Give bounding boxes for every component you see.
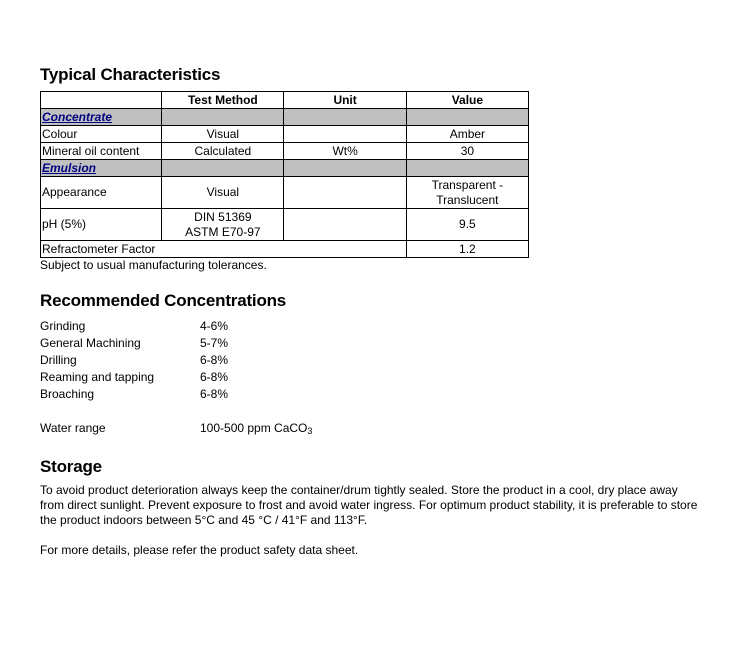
application-label: Broaching xyxy=(40,387,95,401)
method-line: DIN 51369 xyxy=(194,209,252,224)
value: Amber xyxy=(406,126,528,143)
unit: Wt% xyxy=(284,143,406,160)
table-row xyxy=(41,126,529,143)
value-line: Translucent xyxy=(436,192,499,207)
value-line: Transparent - xyxy=(431,177,504,192)
water-range-row xyxy=(40,421,460,435)
unit xyxy=(284,209,406,241)
table-row xyxy=(41,241,529,258)
concentration-value: 6-8% xyxy=(200,353,229,367)
header-cell-property xyxy=(41,92,162,109)
details-note: For more details, please refer the product safety data sheet. xyxy=(40,543,359,557)
application-label: Reaming and tapping xyxy=(40,370,155,384)
table-row xyxy=(41,209,529,241)
list-item xyxy=(40,319,460,333)
concentration-value: 6-8% xyxy=(200,370,229,384)
section-label-concentrate: Concentrate xyxy=(41,109,162,126)
property-name: Refractometer Factor xyxy=(41,241,407,258)
concentration-value: 6-8% xyxy=(200,387,229,401)
property-name: Appearance xyxy=(41,177,162,209)
storage-heading: Storage xyxy=(40,457,102,476)
typical-characteristics-heading: Typical Characteristics xyxy=(40,65,221,84)
table-row xyxy=(41,177,529,209)
value: 30 xyxy=(406,143,528,160)
tolerance-note: Subject to usual manufacturing tolerances. xyxy=(40,258,267,272)
property-name: Mineral oil content xyxy=(41,143,162,160)
list-item xyxy=(40,336,460,350)
table-row xyxy=(41,143,529,160)
test-method: Visual xyxy=(162,126,284,143)
value: 1.2 xyxy=(406,241,528,258)
storage-paragraph: To avoid product deterioration always keep the container/drum tightly sealed. Store the product in a cool, dry place away from direct sunlight. Prevent exposure to frost and avoid water ingress. For optimum product stability, it is preferable to store the product indoors between 5°C and 45 °C / 41°F and 113°F. xyxy=(40,483,698,527)
characteristics-table xyxy=(40,91,529,258)
water-range-value: 100-500 ppm CaCO$_3$ xyxy=(200,421,313,436)
application-label: General Machining xyxy=(40,336,141,350)
property-name: pH (5%) xyxy=(41,209,162,241)
application-label: Grinding xyxy=(40,319,86,333)
recommended-concentrations-heading: Recommended Concentrations xyxy=(40,291,287,310)
property-name: Colour xyxy=(41,126,162,143)
unit xyxy=(284,177,406,209)
header-cell-test-method: Test Method xyxy=(162,92,284,109)
section-label-emulsion: Emulsion xyxy=(41,160,162,177)
test-method: Calculated xyxy=(162,143,284,160)
method-line: ASTM E70-97 xyxy=(185,224,261,239)
value xyxy=(406,177,528,209)
test-method xyxy=(162,209,284,241)
test-method: Visual xyxy=(162,177,284,209)
list-item xyxy=(40,370,460,384)
header-cell-unit: Unit xyxy=(284,92,406,109)
list-item xyxy=(40,353,460,367)
header-cell-value: Value xyxy=(406,92,528,109)
application-label: Drilling xyxy=(40,353,77,367)
water-range-label: Water range xyxy=(40,421,106,435)
value: 9.5 xyxy=(406,209,528,241)
table-header-row xyxy=(41,92,529,109)
unit xyxy=(284,126,406,143)
list-item xyxy=(40,387,460,401)
section-row-emulsion xyxy=(41,160,529,177)
section-row-concentrate xyxy=(41,109,529,126)
concentration-value: 5-7% xyxy=(200,336,229,350)
concentration-value: 4-6% xyxy=(200,319,229,333)
